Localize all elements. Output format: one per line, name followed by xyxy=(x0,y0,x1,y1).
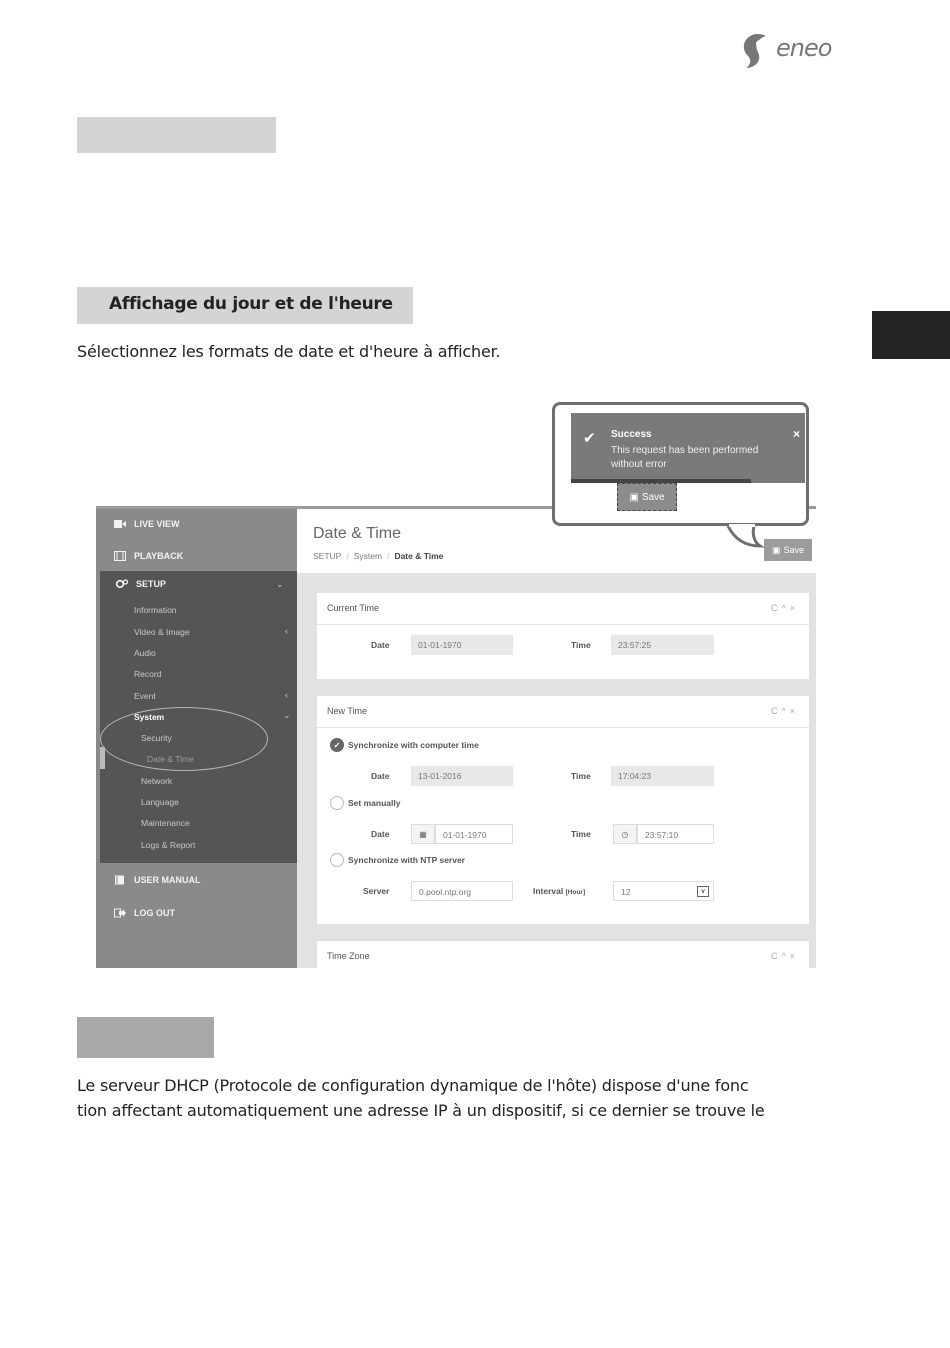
section-heading-text: Affichage du jour et de l'heure xyxy=(109,294,393,314)
sidebar-item-playback[interactable] xyxy=(114,551,183,561)
sidebar-sub-network[interactable]: Network xyxy=(141,776,173,786)
radio-label: Synchronize with NTP server xyxy=(348,855,465,865)
chevron-down-icon: ⌄ xyxy=(276,579,284,589)
panel-controls-icon[interactable]: C^× xyxy=(771,706,799,716)
current-date-field: 01-01-1970 xyxy=(411,635,513,655)
radio-circle xyxy=(330,853,344,867)
page-title: Date & Time xyxy=(313,525,402,542)
time-label: Time xyxy=(571,829,591,839)
sidebar-sub-information[interactable]: Information xyxy=(134,605,177,615)
gears-icon xyxy=(116,579,128,589)
chevron-left-icon: ‹ xyxy=(285,690,288,700)
calendar-icon[interactable]: ▦ xyxy=(411,824,435,844)
save-button[interactable] xyxy=(764,539,812,561)
new-time-panel xyxy=(317,696,809,924)
sidebar-item-log-out[interactable] xyxy=(114,908,175,918)
interval-label: Interval [Hour] xyxy=(533,886,586,896)
panel-controls-icon[interactable]: C^× xyxy=(771,603,799,613)
eneo-logo-icon xyxy=(738,30,774,70)
time-label: Time xyxy=(571,640,591,650)
sidebar-item-label: PLAYBACK xyxy=(134,551,184,561)
paragraph-line: Le serveur DHCP (Protocole de configuration dynamique de l'hôte) dispose d'une fonc xyxy=(77,1076,749,1095)
breadcrumb-current: Date & Time xyxy=(394,551,444,561)
panel-title: Time Zone xyxy=(327,951,370,961)
radio-label: Set manually xyxy=(348,798,401,808)
sidebar-sub-logs-report[interactable]: Logs & Report xyxy=(141,840,196,850)
book-icon xyxy=(114,875,126,885)
eneo-logo xyxy=(738,30,838,70)
panel-controls-icon[interactable]: C^× xyxy=(771,951,799,961)
sidebar-item-label: USER MANUAL xyxy=(134,875,201,885)
panel-title: New Time xyxy=(327,706,368,716)
date-label: Date xyxy=(371,829,390,839)
sidebar-sub-system[interactable]: System xyxy=(134,712,165,722)
current-time-panel xyxy=(317,593,809,679)
main-content xyxy=(297,509,816,968)
chapter-tab xyxy=(872,311,950,359)
current-time-field: 23:57:25 xyxy=(611,635,714,655)
sidebar-sub-event[interactable]: Event xyxy=(134,691,156,701)
check-icon: ✔ xyxy=(583,430,596,447)
sidebar-sub-audio[interactable]: Audio xyxy=(134,648,156,658)
sidebar xyxy=(96,509,297,968)
breadcrumb-item[interactable]: System xyxy=(353,551,383,561)
film-icon xyxy=(114,551,126,561)
chevron-down-icon: ∨ xyxy=(697,886,709,897)
set-manually-radio[interactable] xyxy=(330,796,400,810)
check-icon: ✓ xyxy=(330,738,344,752)
section-marker-bottom xyxy=(77,1017,214,1058)
sidebar-sub-security[interactable]: Security xyxy=(141,733,172,743)
time-zone-panel xyxy=(317,941,809,968)
interval-select[interactable] xyxy=(613,881,714,901)
radio-circle xyxy=(330,796,344,810)
sync-computer-radio[interactable] xyxy=(330,738,479,752)
paragraph-line: tion affectant automatiquement une adresse IP à un dispositif, si ce dernier se trouve le xyxy=(77,1101,765,1120)
interval-value: 12 xyxy=(621,887,631,897)
section-marker-top xyxy=(77,117,276,153)
close-icon[interactable]: × xyxy=(792,427,800,441)
sidebar-item-label: LOG OUT xyxy=(134,908,175,918)
toast-message: This request has been performed without error xyxy=(611,445,759,470)
sidebar-item-setup[interactable] xyxy=(116,579,166,589)
sidebar-item-live-view[interactable] xyxy=(114,519,180,529)
sidebar-sub-language[interactable]: Language xyxy=(141,797,179,807)
time-label: Time xyxy=(571,771,591,781)
sign-out-icon xyxy=(114,908,126,918)
date-label: Date xyxy=(371,640,390,650)
ui-screenshot xyxy=(96,506,816,968)
panel-header xyxy=(317,941,809,968)
date-label: Date xyxy=(371,771,390,781)
ntp-server-input[interactable]: 0.pool.ntp.org xyxy=(411,881,513,901)
clock-icon[interactable]: ◷ xyxy=(613,824,637,844)
highlight-circle xyxy=(100,707,268,771)
floppy-icon: ▣ xyxy=(629,491,639,503)
chevron-down-icon: ⌄ xyxy=(283,710,291,720)
callout-pointer xyxy=(726,524,766,548)
panel-header xyxy=(317,696,809,728)
save-button-label: Save xyxy=(783,545,805,555)
sidebar-sub-date-time[interactable]: Date & Time xyxy=(147,754,194,764)
sidebar-sub-video-image[interactable]: Video & Image xyxy=(134,627,190,637)
sidebar-sub-record[interactable]: Record xyxy=(134,669,162,679)
panel-title: Current Time xyxy=(327,603,380,613)
sidebar-item-label: SETUP xyxy=(136,579,167,589)
success-toast xyxy=(571,413,805,483)
toast-title: Success xyxy=(611,429,652,440)
intro-text: Sélectionnez les formats de date et d'heure à afficher. xyxy=(77,342,501,361)
section-heading xyxy=(77,287,413,324)
panel-header xyxy=(317,593,809,625)
manual-date-input[interactable]: 01-01-1970 xyxy=(435,824,513,844)
success-callout xyxy=(552,402,809,526)
sidebar-sub-maintenance[interactable]: Maintenance xyxy=(141,818,190,828)
manual-time-input[interactable]: 23:57:10 xyxy=(637,824,714,844)
logo-text: eneo xyxy=(776,34,832,62)
chevron-left-icon: ‹ xyxy=(285,626,288,636)
video-camera-icon xyxy=(114,519,126,529)
sidebar-item-label: LIVE VIEW xyxy=(134,519,180,529)
breadcrumb: SETUP / System / Date & Time xyxy=(313,551,444,561)
computer-time-field: 17:04:23 xyxy=(611,766,714,786)
server-label: Server xyxy=(363,886,390,896)
save-button-label: Save xyxy=(641,491,665,503)
save-button[interactable] xyxy=(617,483,677,511)
sync-ntp-radio[interactable] xyxy=(330,853,465,867)
floppy-icon: ▣ xyxy=(771,544,781,555)
sidebar-item-user-manual[interactable] xyxy=(114,875,201,885)
radio-label: Synchronize with computer time xyxy=(348,740,479,750)
breadcrumb-item[interactable]: SETUP xyxy=(313,551,342,561)
active-indicator xyxy=(100,747,105,769)
computer-date-field: 13-01-2016 xyxy=(411,766,513,786)
